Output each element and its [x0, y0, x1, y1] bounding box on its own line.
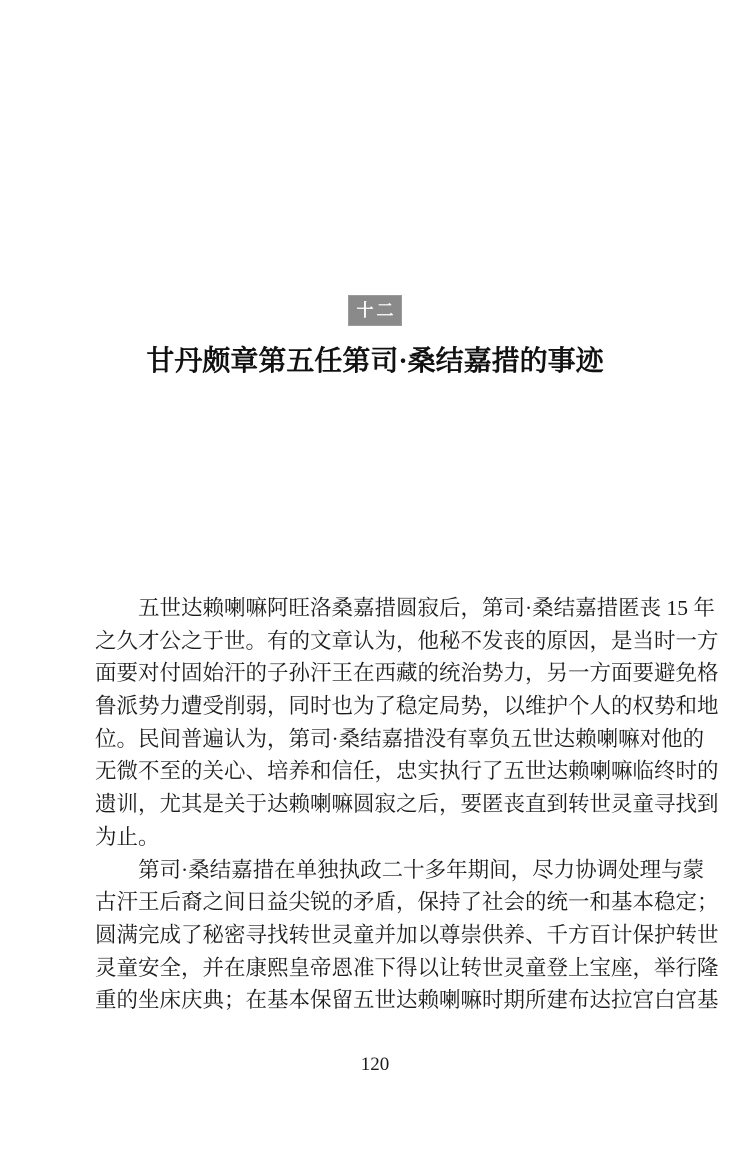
body-line: 五世达赖喇嘛阿旺洛桑嘉措圆寂后，第司·桑结嘉措匿丧 15 年 [138, 596, 715, 620]
body-line: 鲁派势力遭受削弱，同时也为了稳定局势，以维护个人的权势和地 [95, 694, 719, 719]
body-line: 重的坐床庆典；在基本保留五世达赖喇嘛时期所建布达拉宫白宫基 [95, 988, 719, 1013]
page-number: 120 [360, 1054, 390, 1075]
chapter-number: 十二 [356, 301, 397, 320]
body-text [95, 592, 719, 1017]
body-line: 圆满完成了秘密寻找转世灵童并加以尊崇供养、千方百计保护转世 [95, 922, 719, 947]
body-line: 古汗王后裔之间日益尖锐的矛盾，保持了社会的统一和基本稳定； [95, 890, 719, 915]
body-line: 无微不至的关心、培养和信任，忠实执行了五世达赖喇嘛临终时的 [95, 759, 719, 784]
body-line: 面要对付固始汗的子孙汗王在西藏的统治势力，另一方面要避免格 [95, 661, 719, 686]
body-line: 位。民间普遍认为，第司·桑结嘉措没有辜负五世达赖喇嘛对他的 [95, 726, 705, 751]
body-line: 为止。 [95, 824, 160, 849]
body-line: 灵童安全，并在康熙皇帝恩准下得以让转世灵童登上宝座，举行隆 [95, 955, 719, 980]
body-line: 之久才公之于世。有的文章认为，他秘不发丧的原因，是当时一方 [95, 628, 719, 653]
chapter-title: 甘丹颇章第五任第司·桑结嘉措的事迹 [146, 346, 604, 377]
chapter-number-box [348, 295, 402, 326]
body-line: 遗训，尤其是关于达赖喇嘛圆寂之后，要匿丧直到转世灵童寻找到 [95, 792, 719, 817]
body-line: 第司·桑结嘉措在单独执政二十多年期间，尽力协调处理与蒙 [138, 857, 705, 882]
